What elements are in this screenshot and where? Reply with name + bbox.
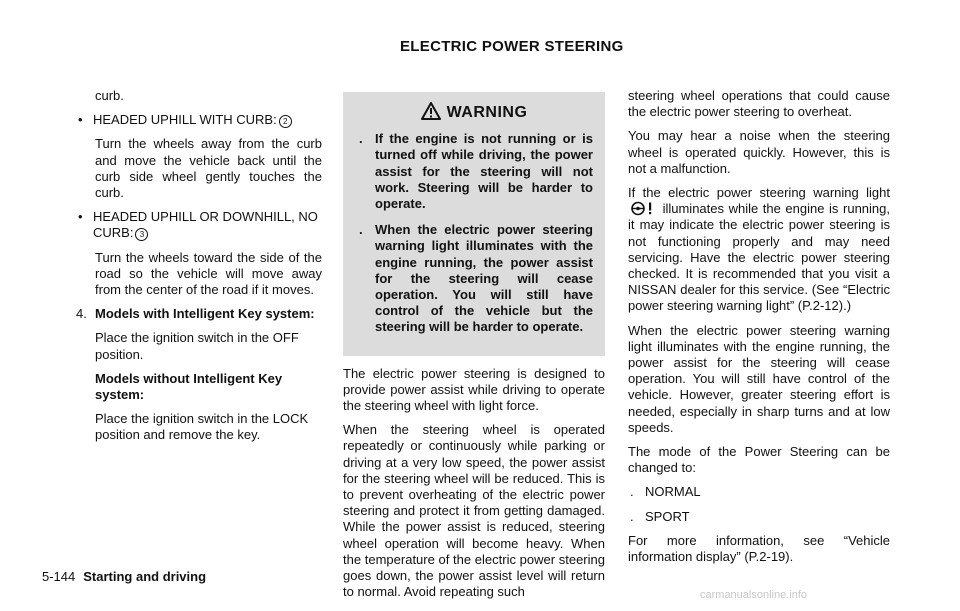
warning-box bbox=[343, 92, 605, 356]
mode-label: NORMAL bbox=[645, 484, 701, 500]
bullet-dot: . bbox=[630, 508, 634, 524]
paragraph: steering wheel operations that could cause the electric power steering to overheat. bbox=[628, 88, 890, 120]
bullet-dot: . bbox=[630, 484, 634, 500]
power-steering-warning-icon bbox=[630, 201, 656, 216]
intro-text: curb. bbox=[95, 88, 124, 103]
column-right bbox=[628, 88, 890, 573]
step-text: Place the ignition switch in the OFF position. bbox=[95, 330, 299, 362]
bullet-dot: . bbox=[359, 131, 363, 147]
mode-item bbox=[628, 484, 890, 500]
step-heading: Models with Intelligent Key system: bbox=[95, 306, 315, 322]
bullet-dot: • bbox=[78, 112, 83, 128]
paragraph: When the steering wheel is operated repeatedly or continuously while parking or driving at a very low speed, the power assist for the steering wheel will be reduced. This is to prevent overheating of the electric power steering and protect it from getting damaged. While the power assist is reduced, steering wheel operation will become heavy. When the temperature of the electric power steering goes down, the power assist level will return to normal. Avoid repeating such bbox=[343, 422, 605, 600]
warning-triangle-icon bbox=[421, 102, 441, 120]
bullet-text: Turn the wheels toward the side of the road so the vehicle will move away from the center of the road if it moves. bbox=[95, 249, 322, 298]
column-left bbox=[76, 88, 322, 452]
bullet-dot: • bbox=[78, 209, 83, 225]
watermark: carmanualsonline.info bbox=[700, 589, 808, 601]
warning-heading bbox=[355, 98, 593, 131]
warning-item bbox=[355, 222, 593, 335]
step-4 bbox=[76, 306, 322, 322]
mode-label: SPORT bbox=[645, 508, 690, 524]
bullet-text: Turn the wheels away from the curb and move the vehicle back until the curb side wheel gently touches the curb. bbox=[95, 136, 322, 201]
bullet-label: HEADED UPHILL WITH CURB: bbox=[93, 112, 277, 128]
column-middle bbox=[343, 92, 605, 608]
step-text: Place the ignition switch in the LOCK position and remove the key. bbox=[95, 411, 309, 443]
paragraph: For more information, see “Vehicle information display” (P.2-19). bbox=[628, 532, 890, 565]
step-heading: Models without Intelligent Key system: bbox=[95, 370, 283, 403]
circled-number-icon: 2 bbox=[279, 115, 292, 128]
paragraph bbox=[628, 185, 890, 315]
paragraph: The mode of the Power Steering can be changed to: bbox=[628, 444, 890, 476]
bullet-dot: . bbox=[359, 222, 363, 238]
warning-item bbox=[355, 131, 593, 212]
paragraph-part: If the electric power steering warning light bbox=[628, 185, 890, 201]
page-footer bbox=[42, 569, 206, 584]
section-title: ELECTRIC POWER STEERING bbox=[400, 38, 624, 55]
paragraph-part: illuminates while the engine is running, it may indicate the electric power steering is not functioning properly and may need servicing. Have the electric power steering checked. It is recommended that you visit a NISSAN dealer for this service. (See “Electric power steering warning light” (P.2-12).) bbox=[628, 201, 890, 314]
warning-title: WARNING bbox=[446, 104, 528, 121]
paragraph: When the electric power steering warning light illuminates with the engine running, the power assist for the steering will cease operation. You will still have control of the vehicle. However, greater steering effort is needed, especially in sharp turns and at low speeds. bbox=[628, 322, 890, 435]
mode-item bbox=[628, 509, 890, 525]
warning-item-text: When the electric power steering warning light illuminates with the engine running, the power assist for the steering will cease operation. You will still have control of the vehicle but the steering will be harder to operate. bbox=[375, 222, 593, 335]
page-number: 5-144 bbox=[42, 569, 76, 584]
paragraph: The electric power steering is designed to provide power assist while driving to operate the steering wheel with light force. bbox=[343, 365, 605, 414]
chapter-title: Starting and driving bbox=[83, 569, 207, 584]
paragraph: You may hear a noise when the steering wheel is operated quickly. However, this is not a malfunction. bbox=[628, 128, 890, 176]
bullet-uphill-curb bbox=[76, 112, 322, 128]
bullet-no-curb bbox=[76, 209, 322, 241]
warning-item-text: If the engine is not running or is turned off while driving, the power assist for the steering will not work. Steering will be harder to operate. bbox=[375, 131, 593, 212]
step-number: 4. bbox=[76, 306, 87, 322]
bullet-label: HEADED UPHILL OR DOWNHILL, NO CURB: bbox=[93, 209, 318, 241]
circled-number-icon: 3 bbox=[135, 228, 148, 241]
